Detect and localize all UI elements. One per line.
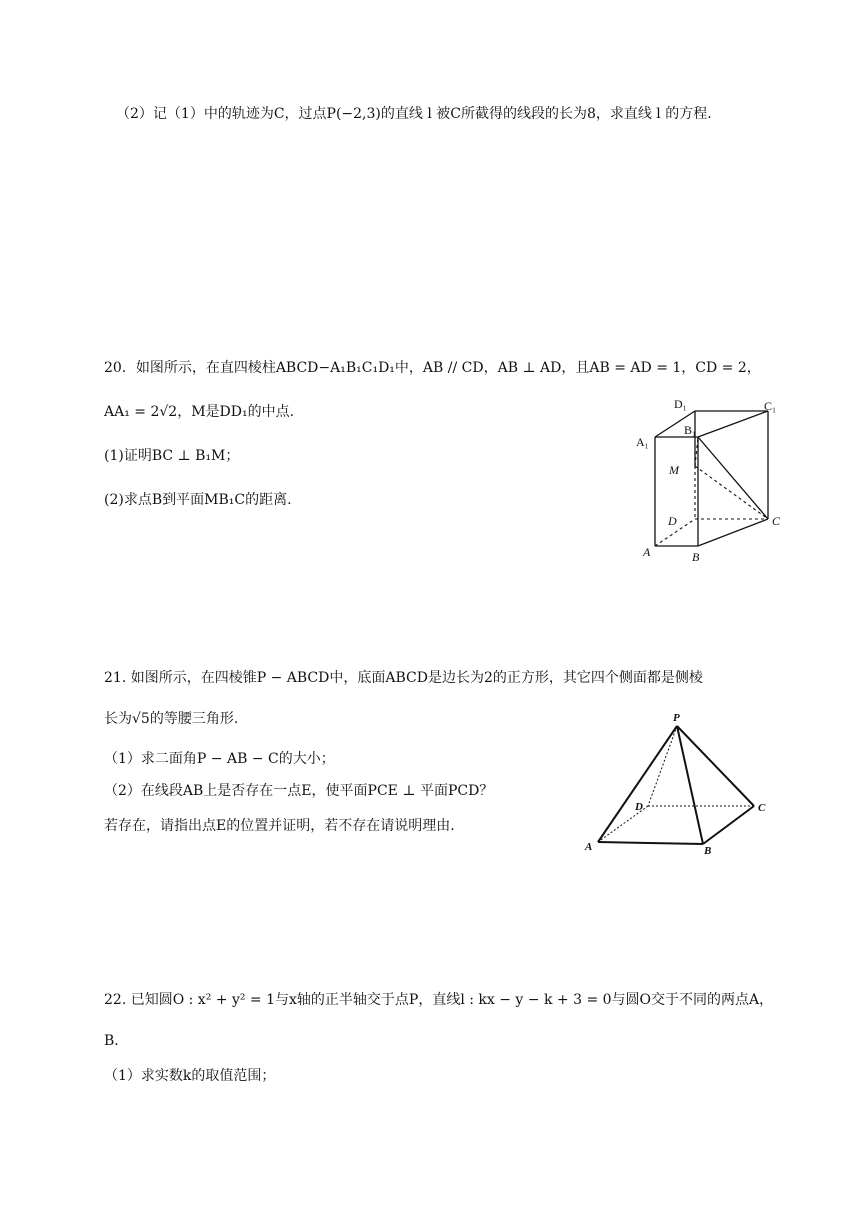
- problem20-part1: (1)证明BC ⊥ B₁M；: [104, 448, 240, 464]
- pyramid-edge: [677, 726, 703, 844]
- pyramid-edge: [598, 842, 703, 844]
- pyramid-edge: [703, 806, 754, 844]
- prism-edge: [698, 437, 768, 519]
- pyramid-hidden-edge: [648, 726, 677, 806]
- problem22-part1: （1）求实数k的取值范围；: [104, 1068, 276, 1084]
- pyramid-edge: [677, 726, 754, 806]
- label-A1: A₁: [636, 435, 649, 449]
- label-D1: D₁: [674, 397, 687, 411]
- label-D: D: [635, 801, 643, 813]
- prism-edge: [698, 411, 768, 437]
- problem21-part2-continued: 若存在，请指出点E的位置并证明，若不存在请说明理由.: [104, 818, 455, 834]
- problem19-part2: （2）记（1）中的轨迹为C，过点P(−2,3)的直线 l 被C所截得的线段的长为8，求直线 l 的方程.: [116, 106, 712, 122]
- label-M: M: [669, 463, 679, 477]
- label-P: P: [673, 712, 680, 724]
- label-B1: B₁: [684, 423, 697, 437]
- prism-hidden-edge: [695, 466, 768, 519]
- problem21-part2: （2）在线段AB上是否存在一点E，使平面PCE ⊥ 平面PCD？: [104, 783, 494, 799]
- label-C1: C₁: [764, 399, 777, 413]
- problem22-statement-line1: 22. 已知圆O : x² + y² = 1与x轴的正半轴交于点P，直线l : kx − y − k + 3 = 0与圆O交于不同的两点A，: [104, 992, 774, 1008]
- problem20-statement-line2: AA₁ = 2√2，M是DD₁的中点.: [104, 404, 295, 420]
- problem21-statement-line2: 长为√5的等腰三角形.: [104, 711, 239, 727]
- problem21-part1: （1）求二面角P − AB − C的大小；: [104, 751, 335, 767]
- label-C: C: [758, 802, 766, 814]
- label-A: A: [585, 841, 593, 853]
- label-C: C: [772, 514, 781, 528]
- pyramid-edge: [598, 726, 677, 842]
- label-B: B: [704, 845, 712, 857]
- problem21-statement-line1: 21. 如图所示，在四棱锥P − ABCD中，底面ABCD是边长为2的正方形，其它四个侧面都是侧棱: [104, 670, 703, 686]
- problem22-statement-line2: B．: [104, 1033, 129, 1049]
- prism-edge: [698, 519, 768, 546]
- label-D: D: [668, 514, 677, 528]
- problem20-statement-line1: 20．如图所示，在直四棱柱ABCD−A₁B₁C₁D₁中，AB // CD，AB ⊥ AD，且AB = AD = 1，CD = 2，: [104, 360, 761, 376]
- label-B: B: [692, 550, 700, 564]
- label-A: A: [643, 545, 651, 559]
- problem20-part2: (2)求点B到平面MB₁C的距离.: [104, 492, 292, 508]
